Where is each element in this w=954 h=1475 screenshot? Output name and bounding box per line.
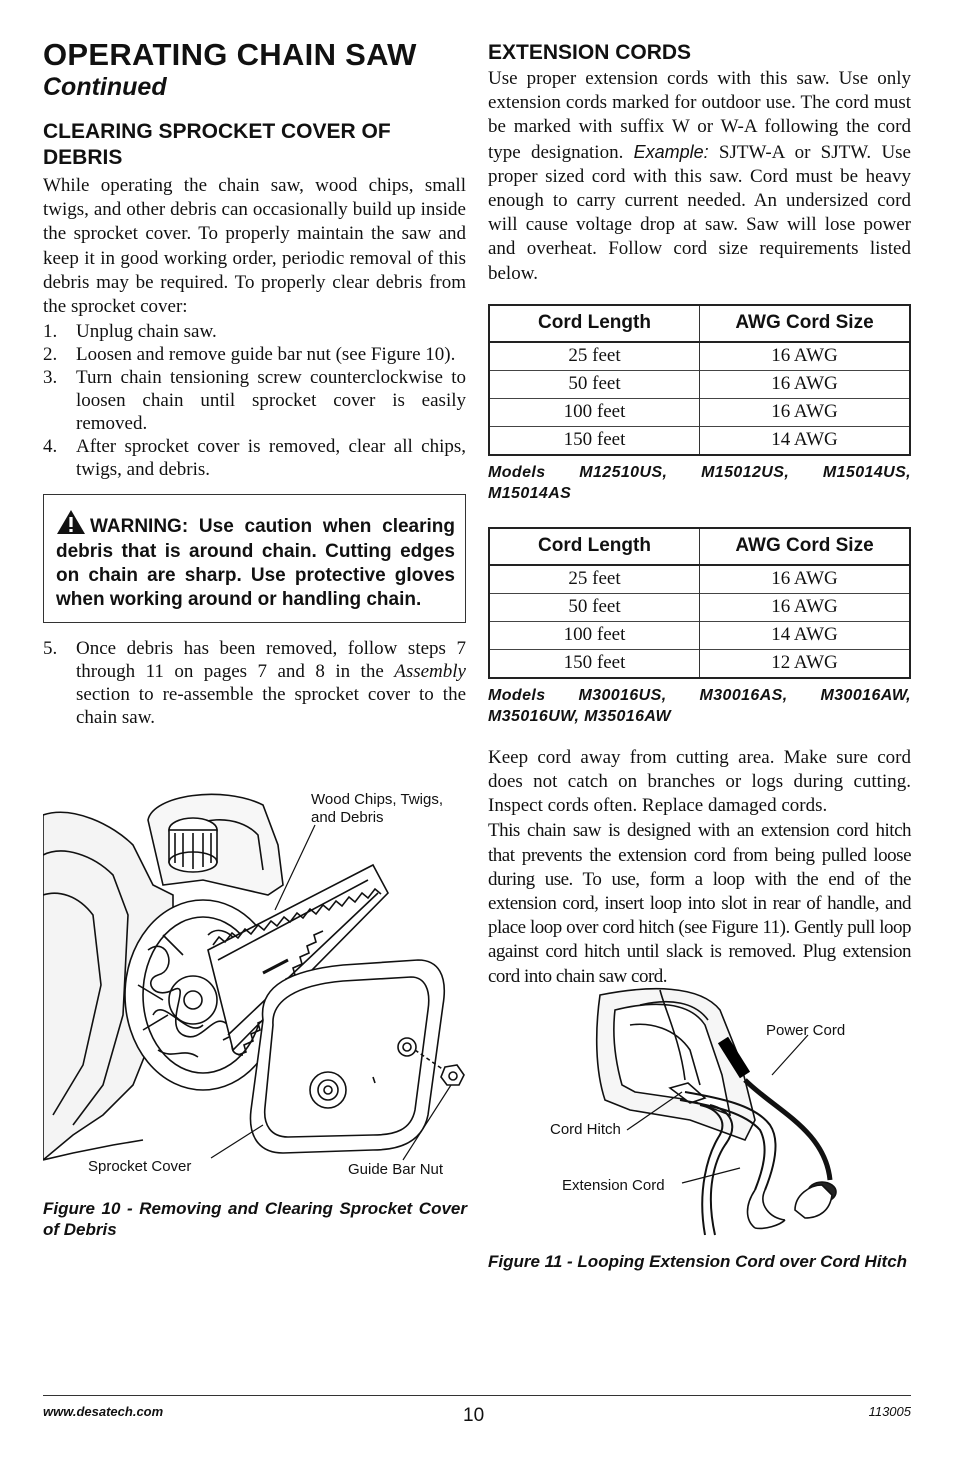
col-header: AWG Cord Size bbox=[700, 528, 911, 565]
table-1-models: Models M12510US, M15012US, M15014US, M15014AS bbox=[488, 463, 911, 502]
col-header: Cord Length bbox=[489, 528, 700, 565]
figure-10-caption: Figure 10 - Removing and Clearing Sprocket Cover of Debris bbox=[43, 1199, 467, 1239]
col-header: Cord Length bbox=[489, 305, 700, 342]
page-subtitle: Continued bbox=[43, 73, 167, 101]
sprocket-intro: While operating the chain saw, wood chips, small twigs, and other debris can occasionally build up inside the sprocket cover. To properly maintain the saw and keep it in good working order, periodic removal of this debris may be required. To properly clear debris from the sprocket cover: bbox=[43, 175, 466, 318]
extension-para-1: Use proper extension cords with this saw. Use only extension cords marked for outdoor use. The cord must be marked with suffix W or W-A following the cord type designation. Example: SJTW-A or SJTW. Use proper sized cord with this saw. Cord must be heavy enough to carry current needed. An undersized cord will cause voltage drop at saw. Saw will lose power and overheat. Follow cord size requirements listed below. bbox=[488, 68, 911, 284]
cord-table-1 bbox=[488, 304, 911, 456]
doc-number: 113005 bbox=[868, 1404, 911, 1419]
sprocket-heading: CLEARING SPROCKET COVER OF DEBRIS bbox=[43, 120, 391, 169]
step-item: 3. Turn chain tensioning screw counterclockwise to loosen chain until sprocket cover is easily removed. bbox=[43, 367, 466, 435]
label-extension-cord: Extension Cord bbox=[562, 1177, 665, 1194]
warning-text: WARNING: Use caution when clearing debris that is around chain. Cutting edges on chain are sharp. Use protective gloves when working around or handling chain. bbox=[56, 516, 455, 611]
table-2-models: Models M30016US, M30016AS, M30016AW, M35016UW, M35016AW bbox=[488, 686, 911, 725]
table-row: 50 feet 16 AWG bbox=[489, 370, 910, 398]
table-row: 100 feet 14 AWG bbox=[489, 621, 910, 649]
label-power-cord: Power Cord bbox=[766, 1022, 846, 1039]
chain-saw-illustration bbox=[43, 785, 468, 1180]
step-item: 2. Loosen and remove guide bar nut (see Figure 10). bbox=[43, 344, 456, 366]
table-header-row bbox=[489, 528, 910, 565]
extension-heading: EXTENSION CORDS bbox=[488, 41, 692, 64]
sprocket-steps bbox=[43, 320, 466, 481]
label-sprocket-cover: Sprocket Cover bbox=[88, 1158, 192, 1175]
step-item: 1. Unplug chain saw. bbox=[43, 321, 217, 343]
table-row: 25 feet 16 AWG bbox=[489, 565, 910, 594]
step-item: 4. After sprocket cover is removed, clear all chips, twigs, and debris. bbox=[43, 436, 466, 481]
cord-hitch-illustration bbox=[540, 980, 870, 1245]
page-title: OPERATING CHAIN SAW bbox=[43, 37, 417, 72]
right-column bbox=[488, 38, 911, 989]
figure-10 bbox=[43, 785, 468, 1195]
col-header: AWG Cord Size bbox=[700, 305, 911, 342]
left-column bbox=[43, 38, 466, 729]
table-row: 150 feet 12 AWG bbox=[489, 649, 910, 678]
label-guide-bar-nut: Guide Bar Nut bbox=[348, 1161, 444, 1178]
figure-11 bbox=[540, 980, 870, 1245]
figure-11-caption: Figure 11 - Looping Extension Cord over Cord Hitch bbox=[488, 1252, 908, 1271]
table-header-row bbox=[489, 305, 910, 342]
warning-triangle-icon bbox=[56, 509, 86, 535]
footer-website: www.desatech.com bbox=[43, 1404, 164, 1419]
extension-para-3: This chain saw is designed with an extension cord hitch that prevents the extension cord from being pulled loose during use. To use, form a loop with the end of the extension cord, insert loop into slot in rear of handle, and place loop over cord hitch (see Figure 11). Gently pull loop against cord hitch until slack is removed. Plug extension cord into chain saw cord. bbox=[488, 820, 911, 987]
table-row: 150 feet 14 AWG bbox=[489, 426, 910, 455]
extension-para-2: Keep cord away from cutting area. Make sure cord does not catch on branches or logs during cutting. Inspect cords often. Replace damaged cords. bbox=[488, 746, 911, 817]
table-row: 100 feet 16 AWG bbox=[489, 398, 910, 426]
cord-table-2 bbox=[488, 527, 911, 679]
label-debris: Wood Chips, Twigs, and Debris bbox=[311, 791, 444, 826]
footer-divider bbox=[43, 1395, 911, 1396]
table-row: 25 feet 16 AWG bbox=[489, 342, 910, 371]
step-5 bbox=[43, 637, 466, 729]
table-row: 50 feet 16 AWG bbox=[489, 593, 910, 621]
page-number: 10 bbox=[463, 1405, 485, 1426]
warning-box bbox=[43, 494, 466, 623]
label-cord-hitch: Cord Hitch bbox=[550, 1121, 621, 1138]
step-item: 5. Once debris has been removed, follow steps 7 through 11 on pages 7 and 8 in the Assembly section to re-assemble the sprocket cover to the chain saw. bbox=[43, 638, 466, 729]
